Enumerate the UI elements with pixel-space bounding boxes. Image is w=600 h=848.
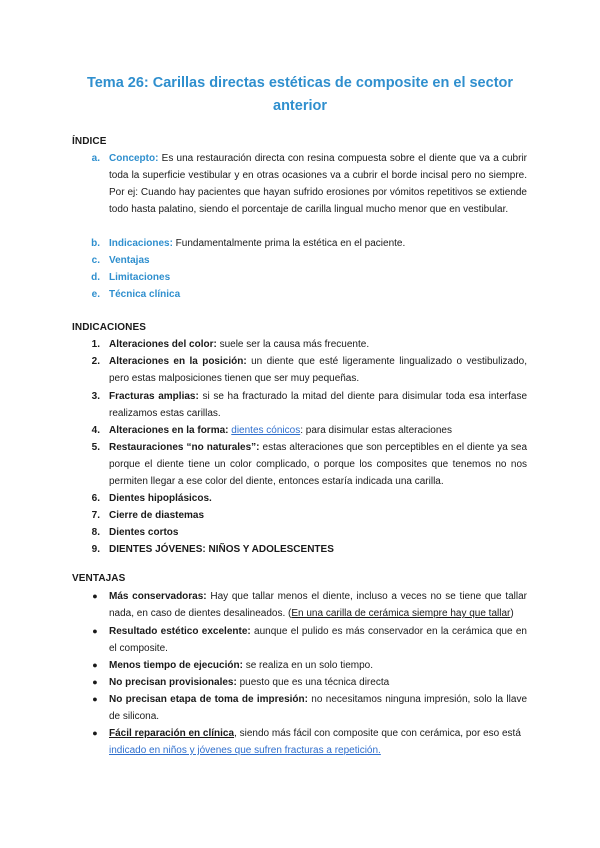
list-item xyxy=(109,422,527,439)
bullet: ● xyxy=(92,677,98,687)
list-marker: 3. xyxy=(91,391,100,402)
item-text: Es una restauración directa con resina compuesta sobre el diente que va a cubrir toda la superficie vestibular y en otras ocasiones va a cubrir el borde incisal pero no siempre. Por ej: Cuando hay pacientes que hayan sufrido erosiones por vómitos repetitivos se extiende todo hasta palatino, siendo el porcentaje de carilla lingual mucho menor que en vestibular. xyxy=(109,153,527,215)
item-label: Más conservadoras: xyxy=(109,591,207,602)
item-label: Técnica clínica xyxy=(109,289,181,300)
list-item xyxy=(109,725,527,759)
item-label: DIENTES JÓVENES: NIÑOS Y ADOLESCENTES xyxy=(109,544,334,555)
list-item xyxy=(109,588,527,622)
list-item xyxy=(109,507,527,524)
item-text: Fundamentalmente prima la estética en el paciente. xyxy=(172,238,406,249)
list-item xyxy=(109,674,527,691)
item-label: Resultado estético excelente: xyxy=(109,626,251,637)
item-text: puesto que es una técnica directa xyxy=(236,677,390,688)
item-label: Alteraciones en la forma: xyxy=(109,425,229,436)
list-item xyxy=(109,524,527,541)
list-marker: 2. xyxy=(91,356,100,367)
bullet: ● xyxy=(92,660,98,670)
item-text: suele ser la causa más frecuente. xyxy=(216,339,370,350)
item-text: Hay que tallar menos el diente, incluso a veces no se tiene que tallar nada, en caso de dientes desalineados. ( xyxy=(109,591,527,619)
section-heading-indicaciones: INDICACIONES xyxy=(72,322,146,333)
list-item-ventajas xyxy=(109,252,527,269)
list-item-indicaciones xyxy=(109,235,527,252)
bullet: ● xyxy=(92,591,98,601)
list-item-tecnica-clinica xyxy=(109,286,527,303)
list-item xyxy=(109,336,527,353)
list-marker: 1. xyxy=(91,339,100,350)
list-item-concepto xyxy=(109,150,527,218)
item-tail: ) xyxy=(510,608,514,619)
item-label: Fácil reparación en clínica xyxy=(109,728,235,739)
list-marker: e. xyxy=(91,289,100,300)
list-item xyxy=(109,490,527,507)
document-title: Tema 26: Carillas directas estéticas de composite en el sector anterior xyxy=(86,75,514,114)
section-heading-ventajas: VENTAJAS xyxy=(72,573,126,584)
item-text: un diente que esté ligeramente lingualizado o vestibulizado, pero estas malposiciones tienen que ser muy pequeñas. xyxy=(109,356,528,384)
dientes-conicos-link[interactable]: dientes cónicos xyxy=(231,425,301,436)
list-item xyxy=(109,657,527,674)
item-text: , siendo más fácil con composite que con cerámica, por eso está xyxy=(234,728,521,739)
list-marker: b. xyxy=(91,238,100,249)
item-label: Indicaciones: xyxy=(109,238,173,249)
item-label: Limitaciones xyxy=(109,272,171,283)
item-label: Ventajas xyxy=(109,255,150,266)
item-label: Dientes hipoplásicos. xyxy=(109,493,212,504)
list-marker: 6. xyxy=(91,493,100,504)
list-marker: 5. xyxy=(91,442,100,453)
list-item-limitaciones xyxy=(109,269,527,286)
list-item xyxy=(109,691,527,725)
list-marker: 8. xyxy=(91,527,100,538)
list-marker: a. xyxy=(91,153,100,164)
item-label: No precisan provisionales: xyxy=(109,677,237,688)
list-marker: 4. xyxy=(91,425,100,436)
item-text: : para disimular estas alteraciones xyxy=(300,425,452,436)
underlined-note: En una carilla de cerámica siempre hay que tallar xyxy=(291,608,511,619)
item-label: Dientes cortos xyxy=(109,527,179,538)
list-item xyxy=(109,623,527,657)
list-item xyxy=(109,388,527,422)
item-text: no necesitamos ninguna impresión, solo la llave de silicona. xyxy=(109,694,528,722)
list-item xyxy=(109,353,527,387)
item-label: Cierre de diastemas xyxy=(109,510,205,521)
list-marker: d. xyxy=(91,272,100,283)
item-label: Fracturas amplias: xyxy=(109,391,199,402)
list-marker: c. xyxy=(91,255,100,266)
item-label: Alteraciones en la posición: xyxy=(109,356,247,367)
item-label: Restauraciones “no naturales”: xyxy=(109,442,260,453)
item-text: se realiza en un solo tiempo. xyxy=(242,660,373,671)
item-label: Concepto: xyxy=(109,153,159,164)
item-text: estas alteraciones que son perceptibles en el diente ya sea porque el diente tiene un color complicado, o porque los composites que tenemos no nos permiten llegar a ese color del diente, entonces estaría indicada una carilla. xyxy=(109,442,528,487)
list-item xyxy=(109,541,527,558)
item-text: si se ha fracturado la mitad del diente para disimular toda esa interfase realizamos estas carillas. xyxy=(109,391,527,419)
bullet: ● xyxy=(92,626,98,636)
bullet: ● xyxy=(92,694,98,704)
fracturas-link[interactable]: indicado en niños y jóvenes que sufren fracturas a repetición. xyxy=(109,745,381,756)
section-heading-indice: ÍNDICE xyxy=(72,136,107,147)
item-label: Menos tiempo de ejecución: xyxy=(109,660,243,671)
list-marker: 7. xyxy=(91,510,100,521)
item-text: aunque el pulido es más conservador en la cerámica que en el composite. xyxy=(109,626,527,654)
list-marker: 9. xyxy=(91,544,100,555)
list-item xyxy=(109,439,527,490)
bullet: ● xyxy=(92,728,98,738)
item-label: No precisan etapa de toma de impresión: xyxy=(109,694,308,705)
item-label: Alteraciones del color: xyxy=(109,339,217,350)
